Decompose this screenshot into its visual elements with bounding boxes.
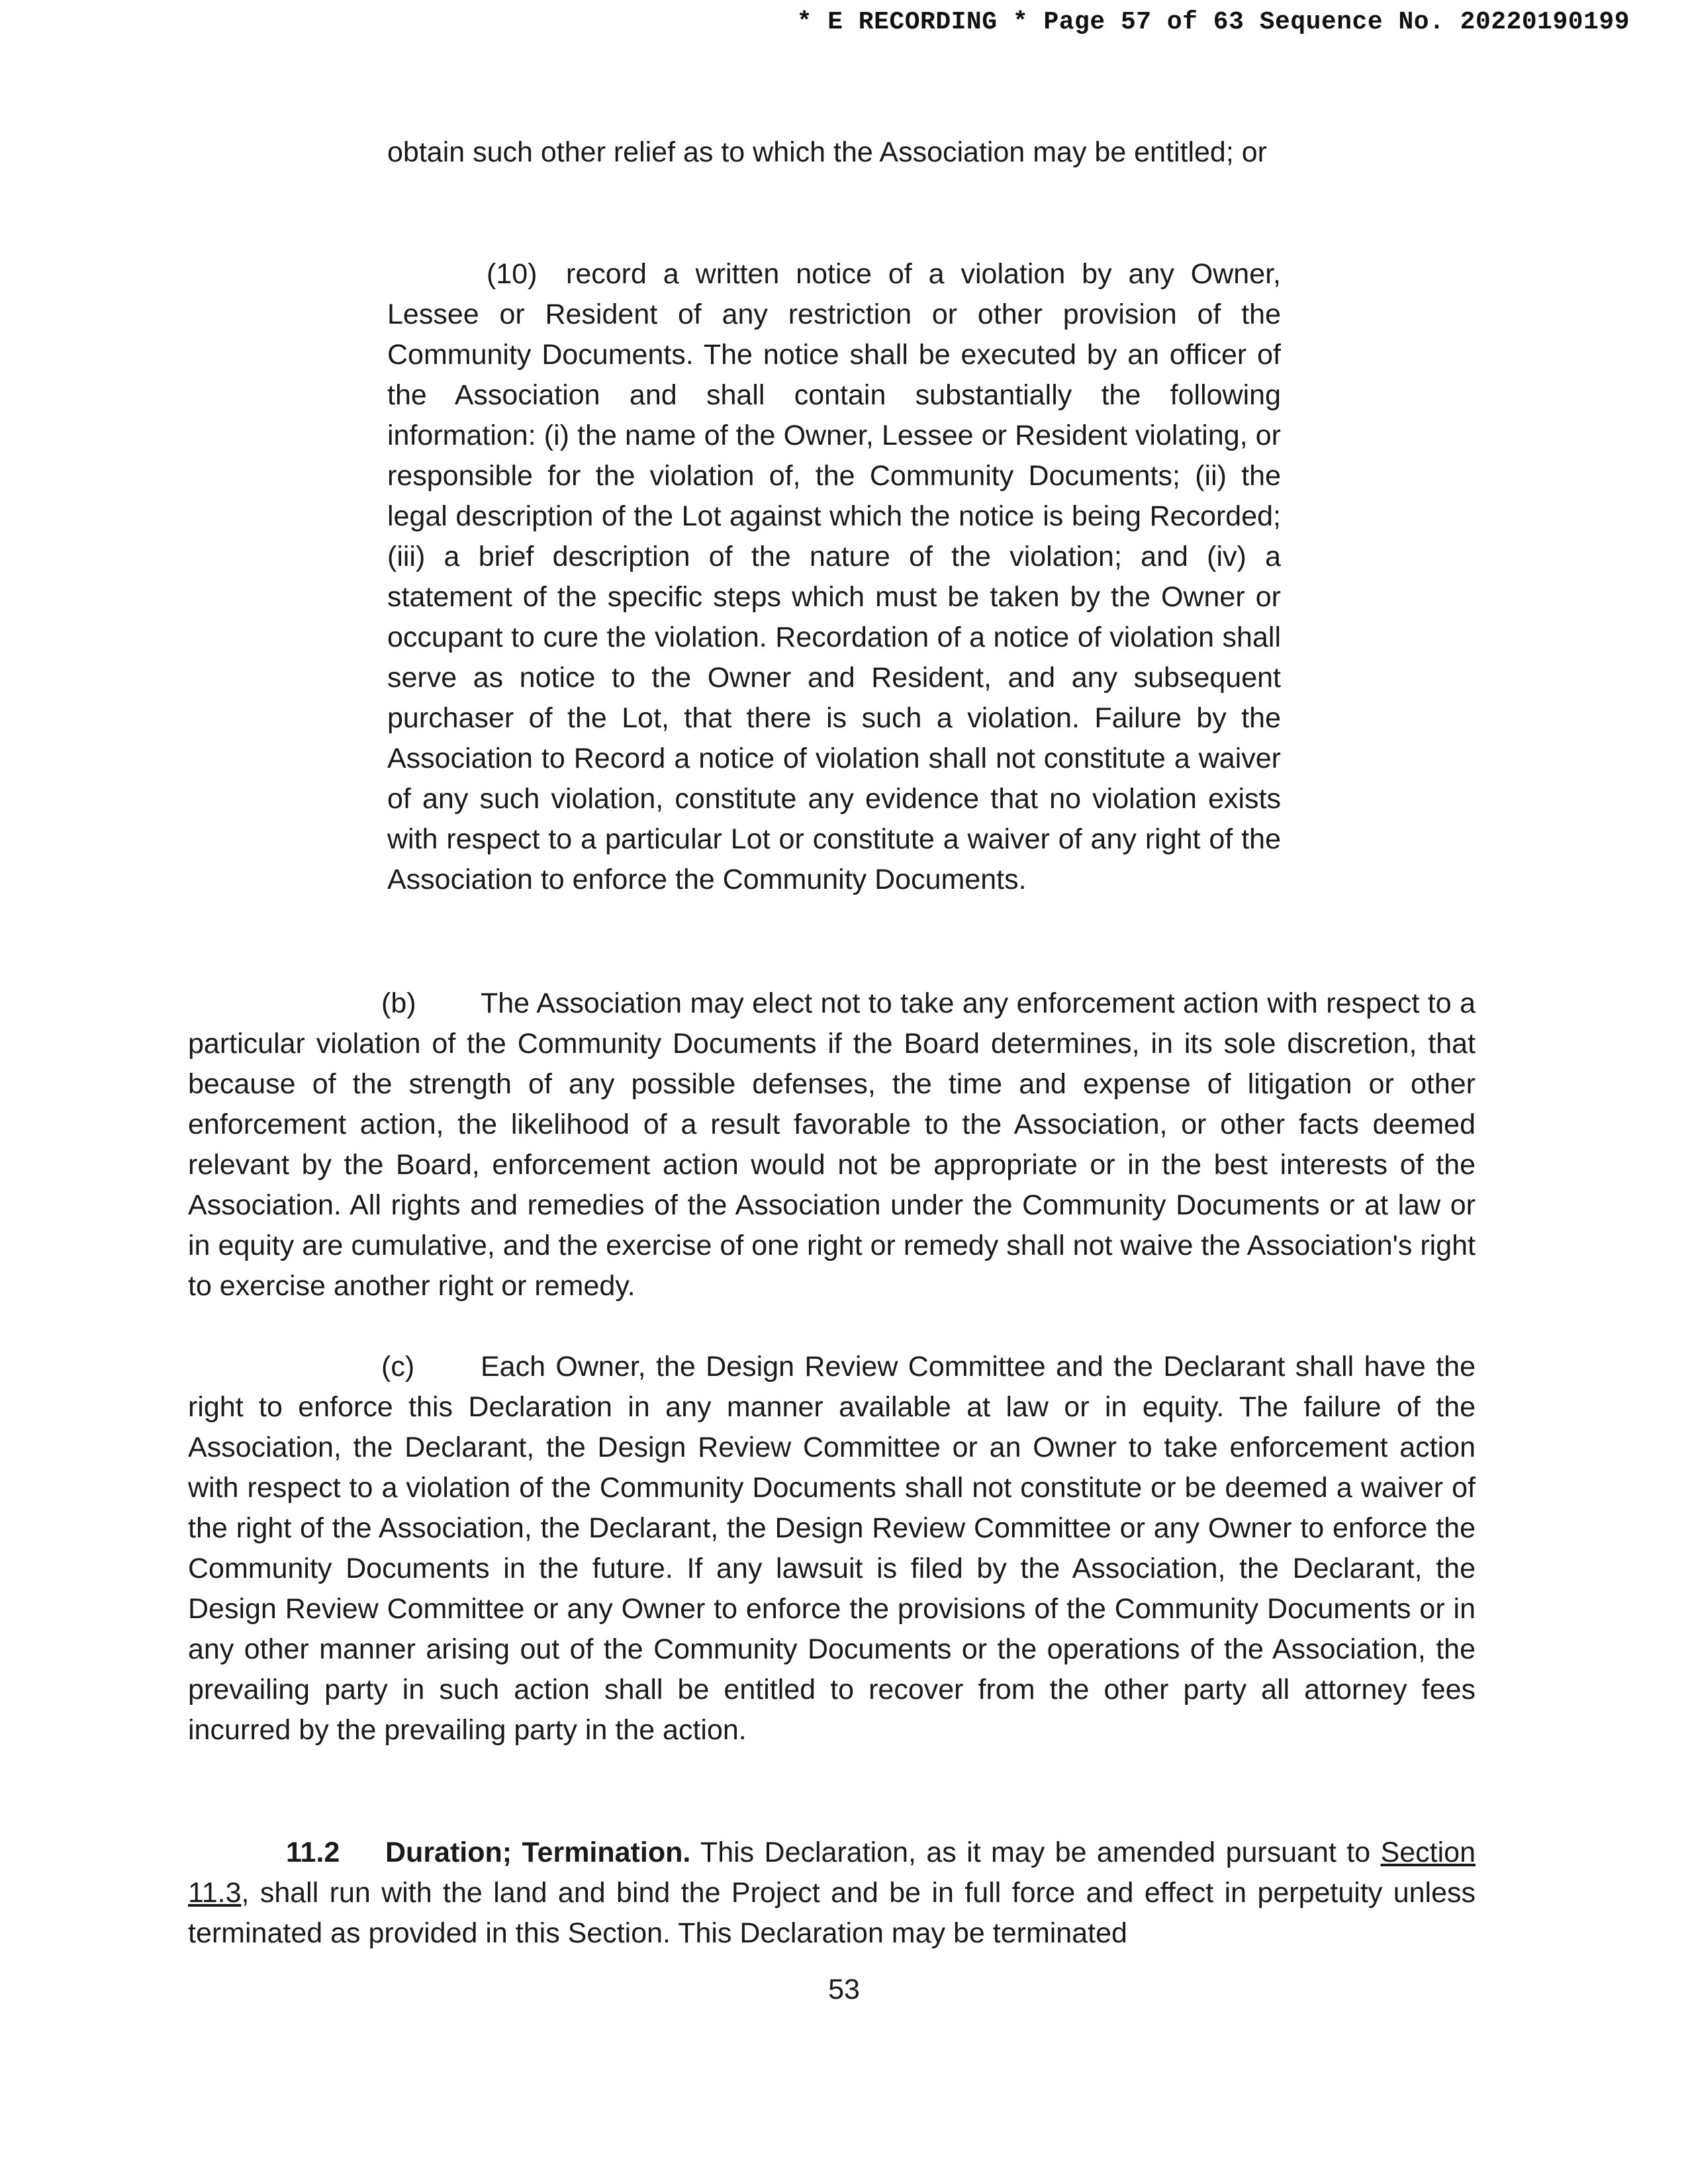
continuation-paragraph: obtain such other relief as to which the Association may be entitled; or xyxy=(387,136,1267,168)
item-c-number: (c) xyxy=(381,1351,415,1383)
recording-header: * E RECORDING * Page 57 of 63 Sequence No. 20220190199 xyxy=(796,8,1630,36)
item-c-text: Each Owner, the Design Review Committee and the Declarant shall have the right to enforce this Declaration in any manner available at law or in equity. The failure of the Association, the Declarant, the Design Review Committee or an Owner to take enforcement action with respect to a violation of the Community Documents shall not constitute or be deemed a waiver of the right of the Association, the Declarant, the Design Review Committee or any Owner to enforce the Community Documents in the future. If any lawsuit is filed by the Association, the Declarant, the Design Review Committee or any Owner to enforce the provisions of the Community Documents or in any other manner arising out of the Community Documents or the operations of the Association, the prevailing party in such action shall be entitled to recover from the other party all attorney fees incurred by the prevailing party in the action. xyxy=(188,1351,1476,1746)
item-b-text: The Association may elect not to take any enforcement action with respect to a particular violation of the Community Documents if the Board determines, in its sole discretion, that because of the strength of any possible defenses, the time and expense of litigation or other enforcement action, the likelihood of a result favorable to the Association, or other facts deemed relevant by the Board, enforcement action would not be appropriate or in the best interests of the Association. All rights and remedies of the Association under the Community Documents or at law or in equity are cumulative, and the exercise of one right or remedy shall not waive the Association's right to exercise another right or remedy. xyxy=(188,987,1476,1302)
section-11-2-paragraph xyxy=(188,1833,1476,1954)
item-10-text: record a written notice of a violation by any Owner, Lessee or Resident of any restriction or other provision of the Community Documents. The notice shall be executed by an officer of the Association and shall contain substantially the following information: (i) the name of the Owner, Lessee or Resident violating, or responsible for the violation of, the Community Documents; (ii) the legal description of the Lot against which the notice is being Recorded; (iii) a brief description of the nature of the violation; and (iv) a statement of the specific steps which must be taken by the Owner or occupant to cure the violation. Recordation of a notice of violation shall serve as notice to the Owner and Resident, and any subsequent purchaser of the Lot, that there is such a violation. Failure by the Association to Record a notice of violation shall not constitute a waiver of any such violation, constitute any evidence that no violation exists with respect to a particular Lot or constitute a waiver of any right of the Association to enforce the Community Documents. xyxy=(387,258,1281,895)
section-11-2-title: Duration; Termination. xyxy=(385,1837,691,1868)
item-10-paragraph xyxy=(387,254,1281,900)
item-b-paragraph xyxy=(188,983,1476,1306)
section-11-3-reference: Section 11.3 xyxy=(188,1837,1476,1909)
item-10-number: (10) xyxy=(487,258,538,290)
item-b-number: (b) xyxy=(381,987,416,1019)
section-11-2-text-after-ref: , shall run with the land and bind the Project and be in full force and effect in perpetuity unless terminated as provided in this Section. This Declaration may be terminated xyxy=(188,1877,1476,1949)
section-11-2-text-before-ref: This Declaration, as it may be amended pursuant to xyxy=(700,1837,1371,1868)
item-c-paragraph xyxy=(188,1347,1476,1751)
section-11-2-number: 11.2 xyxy=(286,1837,340,1868)
page-number: 53 xyxy=(828,1974,860,2005)
